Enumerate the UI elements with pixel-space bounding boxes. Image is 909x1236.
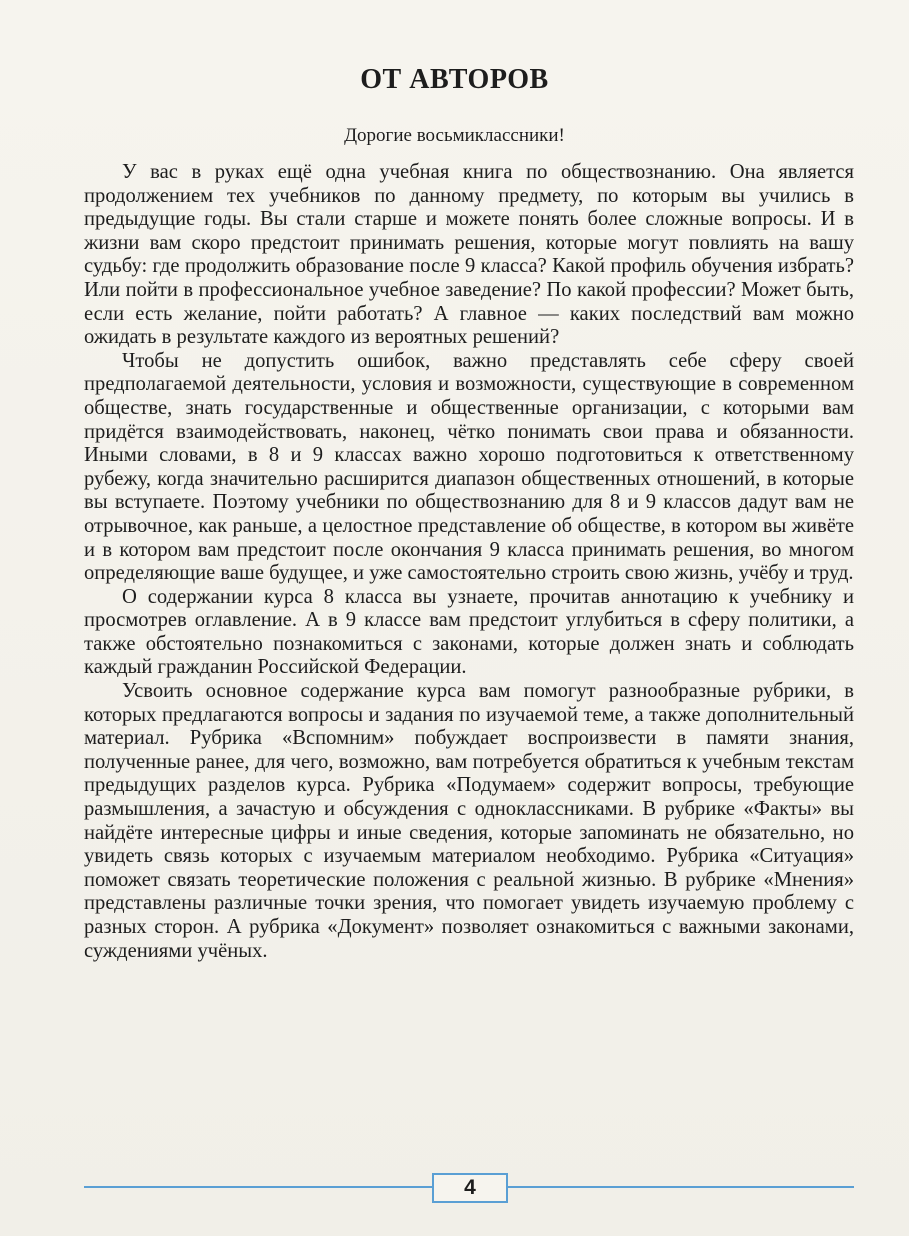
paragraph-2: Чтобы не допустить ошибок, важно представлять себе сферу своей предполагаемой деятельности, условия и возможности, существующие в современном обществе, знать государственные и общественные организации, с которыми вам придётся взаимодействовать, наконец, чётко понимать свои права и обязанности. Иными словами, в 8 и 9 классах важно хорошо подготовиться к ответственному рубежу, когда значительно расширится диапазон общественных отношений, в которые вы вступаете. Поэтому учебники по обществознанию для 8 и 9 классов дадут вам не отрывочное, как раньше, а целостное представление об обществе, в котором вы живёте и в котором вам предстоит после окончания 9 класса принимать решения, во многом определяющие ваше будущее, и уже самостоятельно строить свою жизнь, учёбу и труд. — [84, 349, 854, 585]
paragraph-3: О содержании курса 8 класса вы узнаете, прочитав аннотацию к учебнику и просмотрев оглавление. А в 9 классе вам предстоит углубиться в сферу политики, а также обстоятельно познакомиться с законами, которые должен знать и соблюдать каждый гражданин Российской Федерации. — [84, 585, 854, 679]
page-number: 4 — [432, 1173, 508, 1203]
paragraph-4: Усвоить основное содержание курса вам помогут разнообразные рубрики, в которых предлагаются вопросы и задания по изучаемой теме, а также дополнительный материал. Рубрика «Вспомним» побуждает воспроизвести в памяти знания, полученные ранее, для чего, возможно, вам потребуется обратиться к учебным текстам предыдущих разделов курса. Рубрика «Подумаем» содержит вопросы, требующие размышления, а зачастую и обсуждения с одноклассниками. В рубрике «Факты» вы найдёте интересные цифры и иные сведения, которые запоминать не обязательно, но увидеть связь которых с изучаемым материалом необходимо. Рубрика «Ситуация» поможет связать теоретические положения с реальной жизнью. В рубрике «Мнения» представлены различные точки зрения, что помогает увидеть изучаемую проблему с разных сторон. А рубрика «Документ» позволяет ознакомиться с важными законами, суждениями учёных. — [84, 680, 854, 962]
page-title: ОТ АВТОРОВ — [360, 64, 549, 95]
body-text — [84, 161, 854, 963]
page-subtitle: Дорогие восьмиклассники! — [344, 125, 565, 146]
footer-rule-left — [84, 1186, 432, 1188]
footer-rule-right — [508, 1186, 854, 1188]
paragraph-1: У вас в руках ещё одна учебная книга по обществознанию. Она является продолжением тех учебников по данному предмету, по которым вы учились в предыдущие годы. Вы стали старше и можете понять более сложные вопросы. И в жизни вам скоро предстоит принимать решения, которые могут повлиять на вашу судьбу: где продолжить образование после 9 класса? Какой профиль обучения избрать? Или пойти в профессиональное учебное заведение? По какой профессии? Может быть, если есть желание, пойти работать? А главное — каких последствий вам можно ожидать в результате каждого из вероятных решений? — [84, 161, 854, 349]
